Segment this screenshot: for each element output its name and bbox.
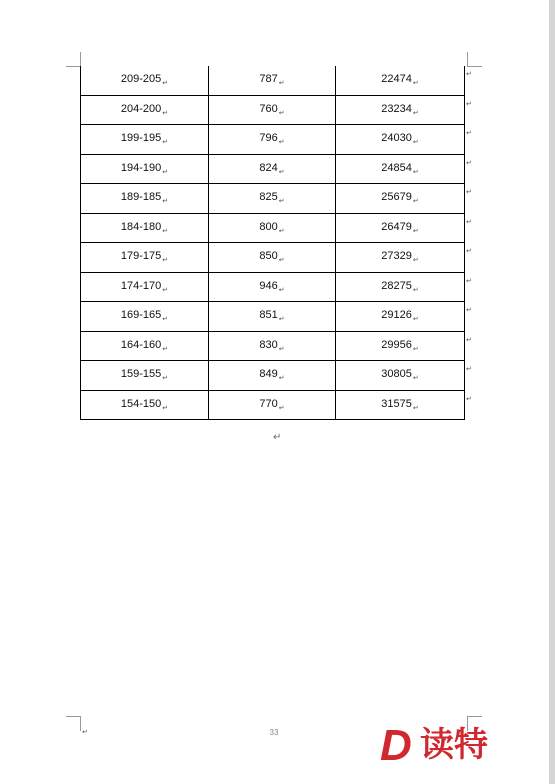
table-row: [81, 213, 465, 243]
cell-end-mark: ↵: [162, 286, 169, 294]
cell-end-mark: ↵: [162, 404, 169, 412]
cell-end-mark: ↵: [412, 139, 419, 147]
table-cell: [209, 213, 336, 243]
table-cell: [81, 243, 209, 273]
table-cell: [209, 272, 336, 302]
cell-end-mark: ↵: [278, 139, 285, 147]
table-cell: [336, 95, 465, 125]
cell-value: 164-160: [120, 338, 162, 351]
table-row: [81, 361, 465, 391]
table-cell: [81, 272, 209, 302]
table-row: [81, 66, 465, 95]
cell-end-mark: ↵: [278, 257, 285, 265]
cell-value: 770: [259, 397, 278, 410]
table-row: [81, 154, 465, 184]
table-cell: [81, 125, 209, 155]
table-cell: [209, 302, 336, 332]
cell-end-mark: ↵: [162, 198, 169, 206]
row-end-mark: ↵: [466, 218, 472, 226]
table-cell: [209, 184, 336, 214]
cell-value: 24030: [381, 132, 412, 145]
cell-value: 184-180: [120, 220, 162, 233]
watermark-text: 读特: [420, 725, 488, 765]
cell-value: 26479: [381, 220, 412, 233]
cell-value: 796: [259, 132, 278, 145]
cell-value: 22474: [381, 73, 412, 86]
cell-value: 850: [259, 250, 278, 263]
cell-value: 154-150: [120, 397, 162, 410]
cell-end-mark: ↵: [278, 404, 285, 412]
table-cell: [336, 125, 465, 155]
cell-end-mark: ↵: [412, 227, 419, 235]
row-end-mark: ↵: [466, 71, 472, 78]
paragraph-mark: ↵: [273, 432, 282, 443]
table-cell: [81, 66, 209, 95]
cell-end-mark: ↵: [162, 168, 169, 176]
cell-value: 159-155: [120, 368, 162, 381]
table-row: [81, 272, 465, 302]
cell-end-mark: ↵: [162, 375, 169, 383]
cell-end-mark: ↵: [278, 168, 285, 176]
cell-end-mark: ↵: [278, 286, 285, 294]
cell-value: 23234: [381, 102, 412, 115]
data-table: [80, 66, 465, 420]
cell-end-mark: ↵: [162, 139, 169, 147]
cell-value: 25679: [381, 191, 412, 204]
table-cell: [209, 361, 336, 391]
crop-mark-bottom-left: [66, 716, 81, 731]
footer-mark: ↵: [82, 729, 88, 736]
table-cell: [336, 390, 465, 420]
table-row: [81, 125, 465, 155]
cell-value: 199-195: [120, 132, 162, 145]
table-cell: [81, 302, 209, 332]
cell-end-mark: ↵: [412, 80, 419, 88]
cell-end-mark: ↵: [162, 80, 169, 88]
table-cell: [81, 154, 209, 184]
row-end-mark: ↵: [466, 277, 472, 285]
cell-value: 825: [259, 191, 278, 204]
page-number: 33: [269, 728, 279, 737]
cell-value: 30805: [381, 368, 412, 381]
crop-mark-top-right: [467, 52, 482, 67]
table-cell: [209, 125, 336, 155]
cell-end-mark: ↵: [278, 375, 285, 383]
watermark-logo: [378, 718, 513, 768]
row-end-mark: ↵: [466, 130, 472, 137]
cell-end-mark: ↵: [162, 257, 169, 265]
cell-end-mark: ↵: [412, 404, 419, 412]
cell-end-mark: ↵: [412, 198, 419, 206]
cell-value: 31575: [381, 397, 412, 410]
cell-end-mark: ↵: [278, 316, 285, 324]
cell-value: 760: [259, 102, 278, 115]
cell-end-mark: ↵: [162, 316, 169, 324]
cell-value: 174-170: [120, 279, 162, 292]
cell-value: 824: [259, 161, 278, 174]
cell-value: 204-200: [120, 102, 162, 115]
cell-end-mark: ↵: [162, 345, 169, 353]
table-cell: [209, 331, 336, 361]
row-end-mark: ↵: [466, 159, 472, 167]
watermark-letter: D: [380, 721, 412, 768]
cell-end-mark: ↵: [412, 168, 419, 176]
table-row: [81, 95, 465, 125]
row-end-mark: ↵: [466, 307, 472, 314]
cell-end-mark: ↵: [278, 109, 285, 117]
table-cell: [81, 361, 209, 391]
cell-value: 849: [259, 368, 278, 381]
cell-value: 28275: [381, 279, 412, 292]
cell-end-mark: ↵: [412, 286, 419, 294]
table-cell: [81, 331, 209, 361]
crop-mark-top-left: [66, 52, 81, 67]
table-cell: [209, 390, 336, 420]
cell-value: 209-205: [120, 73, 162, 86]
cell-value: 169-165: [120, 309, 162, 322]
table-cell: [336, 302, 465, 332]
cell-value: 29956: [381, 338, 412, 351]
table-cell: [209, 243, 336, 273]
table-row: [81, 390, 465, 420]
cell-value: 851: [259, 309, 278, 322]
row-end-mark: ↵: [466, 366, 472, 373]
cell-end-mark: ↵: [412, 316, 419, 324]
table-cell: [81, 213, 209, 243]
cell-end-mark: ↵: [412, 345, 419, 353]
cell-end-mark: ↵: [278, 80, 285, 88]
cell-end-mark: ↵: [278, 227, 285, 235]
page-shadow: [549, 0, 555, 784]
table-cell: [336, 243, 465, 273]
cell-value: 27329: [381, 250, 412, 263]
table-cell: [209, 154, 336, 184]
table-cell: [81, 390, 209, 420]
cell-value: 29126: [381, 309, 412, 322]
table-row: [81, 302, 465, 332]
table-row: [81, 331, 465, 361]
table-cell: [336, 154, 465, 184]
cell-end-mark: ↵: [412, 375, 419, 383]
table-row: [81, 243, 465, 273]
row-end-mark: ↵: [466, 248, 472, 255]
table-cell: [336, 213, 465, 243]
table-cell: [209, 95, 336, 125]
cell-value: 800: [259, 220, 278, 233]
cell-end-mark: ↵: [162, 109, 169, 117]
cell-value: 830: [259, 338, 278, 351]
cell-end-mark: ↵: [162, 227, 169, 235]
cell-value: 189-185: [120, 191, 162, 204]
cell-end-mark: ↵: [278, 345, 285, 353]
table-cell: [209, 66, 336, 95]
table-cell: [336, 66, 465, 95]
table-cell: [81, 184, 209, 214]
table-cell: [336, 272, 465, 302]
row-end-mark: ↵: [466, 395, 472, 403]
table-cell: [81, 95, 209, 125]
cell-end-mark: ↵: [278, 198, 285, 206]
cell-value: 946: [259, 279, 278, 292]
cell-value: 179-175: [120, 250, 162, 263]
table-cell: [336, 331, 465, 361]
cell-value: 194-190: [120, 161, 162, 174]
table-cell: [336, 184, 465, 214]
table-row: [81, 184, 465, 214]
row-end-mark: ↵: [466, 189, 472, 196]
cell-value: 24854: [381, 161, 412, 174]
row-end-mark: ↵: [466, 100, 472, 108]
row-end-mark: ↵: [466, 336, 472, 344]
cell-end-mark: ↵: [412, 109, 419, 117]
cell-end-mark: ↵: [412, 257, 419, 265]
cell-value: 787: [259, 73, 278, 86]
table-cell: [336, 361, 465, 391]
